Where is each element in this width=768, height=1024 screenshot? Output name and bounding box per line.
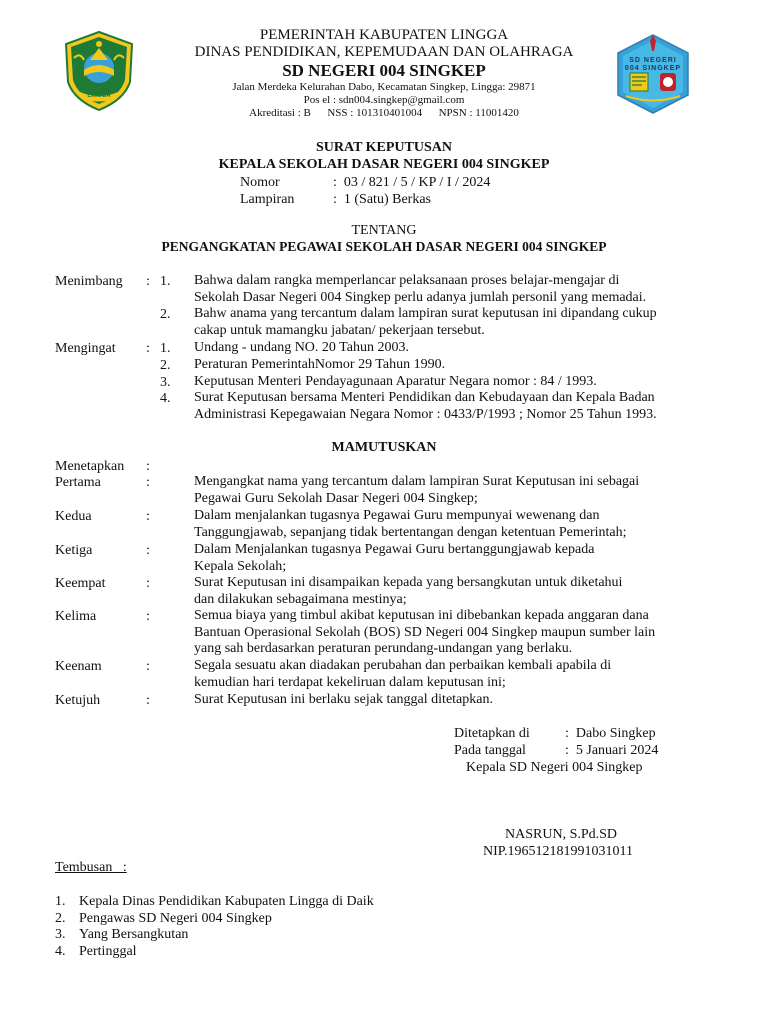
decision-pertama-line-2: Pegawai Guru Sekolah Dasar Negeri 004 Singkep; [194,490,478,506]
decision-ketujuh-colon: : [146,693,150,708]
menimbang-item-1 [194,273,712,306]
mengingat-item-2 [194,357,712,374]
mengingat-item-2-num: 2. [160,358,171,373]
signature-place-value: : Dabo Singkep [565,726,656,741]
tembusan-item-4: Pertinggal [79,944,137,959]
decision-ketujuh-label: Ketujuh [55,693,101,708]
mengingat-label: Mengingat [55,341,116,356]
mengingat-colon: : [146,341,150,356]
decision-keempat-text [194,575,712,608]
school-logo-line2: 004 SINGKEP [624,65,682,72]
decision-keempat-label: Keempat [55,576,106,591]
mengingat-item-3 [194,374,712,391]
decision-pertama-colon: : [146,475,150,490]
department-name: DINAS PENDIDIKAN, KEPEMUDAAN DAN OLAHRAGA [194,44,574,60]
signatory-name: NASRUN, S.Pd.SD [505,827,618,842]
decision-ketiga-colon: : [146,543,150,558]
decision-ketiga-line-2: Kepala Sekolah; [194,558,287,574]
mamutuskan-heading: MAMUTUSKAN [331,440,437,455]
decision-keenam-text [194,658,712,691]
nomor-label: Nomor [240,175,280,190]
mengingat-item-1-num: 1. [160,341,171,356]
signature-place-label: Ditetapkan di [454,726,530,741]
menimbang-item-1-line-1: Bahwa dalam rangka memperlancar pelaksanaan proses belajar-mengajar di [194,273,620,288]
decision-kedua-colon: : [146,509,150,524]
tembusan-item-4-num: 4. [55,944,66,959]
nomor-value: : 03 / 821 / 5 / KP / I / 2024 [333,175,491,190]
decision-keempat-line-2: dan dilakukan sebagaimana mestinya; [194,591,407,607]
school-email: Pos el : sdn004.singkep@gmail.com [303,94,465,106]
menimbang-item-2 [194,306,712,339]
decision-kedua-line-1: Dalam menjalankan tugasnya Pegawai Guru mempunyai wewenang dan [194,508,600,523]
menimbang-item-2-line-2: cakap untuk mamangku jabatan/ pekerjaan tersebut. [194,322,485,338]
tembusan-item-2-num: 2. [55,911,66,926]
decision-pertama-line-1: Mengangkat nama yang tercantum dalam lampiran Surat Keputusan ini sebagai [194,474,640,489]
decision-kelima-colon: : [146,609,150,624]
decision-kedua-label: Kedua [55,509,92,524]
tembusan-item-2: Pengawas SD Negeri 004 Singkep [79,911,272,926]
signature-date-label: Pada tanggal [454,743,526,758]
tembusan-item-1-num: 1. [55,894,66,909]
decision-kedua-text [194,508,712,541]
tembusan-item-1: Kepala Dinas Pendidikan Kabupaten Lingga di Daik [79,894,374,909]
mengingat-item-4-num: 4. [160,391,171,406]
decision-ketiga-line-1: Dalam Menjalankan tugasnya Pegawai Guru bertanggungjawab kepada [194,542,595,557]
tentang-heading: TENTANG [351,223,417,238]
school-address: Jalan Merdeka Kelurahan Dabo, Kecamatan Singkep, Lingga: 29871 [232,81,536,93]
decision-kelima-line-2: Bantuan Operasional Sekolah (BOS) SD Negeri 004 Singkep maupun sumber lain [194,624,656,640]
decision-pertama-label: Pertama [55,475,101,490]
menimbang-label: Menimbang [55,274,123,289]
decree-title: SURAT KEPUTUSAN [315,140,452,155]
decision-keenam-colon: : [146,659,150,674]
mengingat-item-3-num: 3. [160,375,171,390]
government-name: PEMERINTAH KABUPATEN LINGGA [259,27,509,43]
school-logo-line1: SD NEGERI [629,57,677,64]
decision-keempat-colon: : [146,576,150,591]
decision-kelima-line-1: Semua biaya yang timbul akibat keputusan ini dibebankan kepada anggaran dana [194,608,649,623]
lingga-logo-banner: LINGGA [87,93,111,99]
decision-ketiga-text [194,542,712,575]
decision-keenam-label: Keenam [55,659,102,674]
tembusan-item-3: Yang Bersangkutan [79,927,189,942]
decision-keenam-line-2: kemudian hari terdapat kekeliruan dalam keputusan ini; [194,674,506,690]
decision-kedua-line-2: Tanggungjawab, sepanjang tidak bertentangan dengan ketentuan Pemerintah; [194,524,627,540]
lampiran-value: : 1 (Satu) Berkas [333,192,431,207]
decision-keenam-line-1: Segala sesuatu akan diadakan perubahan dan perbaikan kembali apabila di [194,658,612,673]
decision-kelima-line-3: yang sah berdasarkan peraturan perundang-undangan yang berlaku. [194,641,573,657]
tembusan-label: Tembusan : [55,860,127,875]
mengingat-item-3-line-1: Keputusan Menteri Pendayagunaan Aparatur Negara nomor : 84 / 1993. [194,374,597,389]
decision-keempat-line-1: Surat Keputusan ini disampaikan kepada yang bersangkutan untuk diketahui [194,575,623,590]
menimbang-item-1-num: 1. [160,274,171,289]
signature-date-value: : 5 Januari 2024 [565,743,659,758]
mengingat-item-1-line-1: Undang - undang NO. 20 Tahun 2003. [194,340,409,355]
signatory-nip: NIP.196512181991031011 [483,844,633,859]
signature-position: Kepala SD Negeri 004 Singkep [466,760,643,775]
school-name: SD NEGERI 004 SINGKEP [282,61,486,80]
decision-menetapkan-label: Menetapkan [55,459,125,474]
mengingat-item-2-line-1: Peraturan PemerintahNomor 29 Tahun 1990. [194,357,446,372]
menimbang-item-2-num: 2. [160,307,171,322]
menimbang-item-1-line-2: Sekolah Dasar Negeri 004 Singkep perlu adanya jumlah personil yang memadai. [194,289,647,305]
mengingat-item-4 [194,390,712,423]
decision-ketiga-label: Ketiga [55,543,93,558]
mengingat-item-4-line-2: Administrasi Kepegawaian Negara Nomor : 0433/P/1993 ; Nomor 25 Tahun 1993. [194,406,657,422]
menimbang-colon: : [146,274,150,289]
menimbang-item-2-line-1: Bahw anama yang tercantum dalam lampiran surat keputusan ini dipandang cukup [194,306,657,321]
decision-pertama-text [194,474,712,507]
decision-menetapkan-colon: : [146,459,150,474]
mengingat-item-4-line-1: Surat Keputusan bersama Menteri Pendidikan dan Kebudayaan dan Kepala Badan [194,390,655,405]
decree-issuer: KEPALA SEKOLAH DASAR NEGERI 004 SINGKEP [218,157,550,172]
lampiran-label: Lampiran [240,192,295,207]
decree-subject: PENGANGKATAN PEGAWAI SEKOLAH DASAR NEGERI 004 SINGKEP [161,239,607,254]
decision-ketujuh-line-1: Surat Keputusan ini berlaku sejak tanggal ditetapkan. [194,692,493,707]
mengingat-item-1 [194,340,712,357]
decision-ketujuh-text [194,692,712,709]
school-accreditation: Akreditasi : B NSS : 101310401004 NPSN : 11001420 [249,107,519,119]
tembusan-item-3-num: 3. [55,927,66,942]
decision-kelima-label: Kelima [55,609,97,624]
decision-kelima-text [194,608,712,658]
